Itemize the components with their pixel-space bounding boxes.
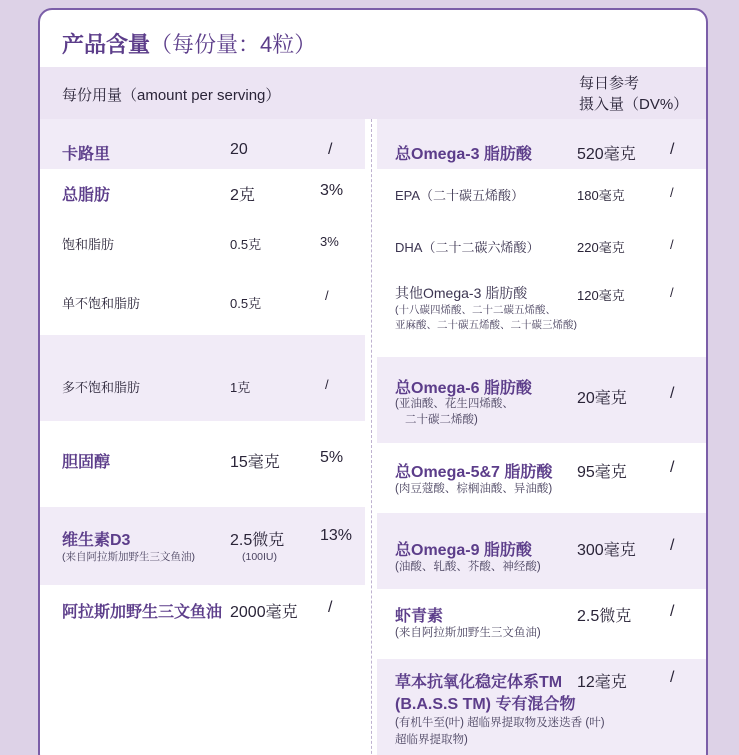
nutrient-value: 2.5微克 bbox=[577, 608, 632, 625]
nutrient-name: EPA（二十碳五烯酸） bbox=[395, 188, 525, 203]
nutrient-name: 总Omega-3 脂肪酸 bbox=[395, 146, 532, 163]
nutrient-value: 2克 bbox=[230, 187, 255, 204]
nutrition-card bbox=[38, 8, 708, 755]
nutrient-note-line1: (肉豆蔻酸、棕榈油酸、异油酸) bbox=[395, 483, 553, 495]
nutrient-value: 12毫克 bbox=[577, 674, 627, 691]
nutrient-name: DHA（二十二碳六烯酸） bbox=[395, 240, 540, 255]
nutrient-note-line1: (有机牛至(叶) 超临界提取物及迷迭香 (叶) bbox=[395, 717, 605, 729]
nutrient-value: 120毫克 bbox=[577, 288, 625, 303]
title-main: 产品含量 bbox=[62, 32, 151, 57]
nutrient-note-line2: 超临界提取物) bbox=[395, 734, 468, 746]
nutrient-value: 220毫克 bbox=[577, 240, 625, 255]
table-row-dha bbox=[377, 219, 708, 271]
nutrient-name: 胆固醇 bbox=[62, 454, 111, 471]
table-row-monounsaturated-fat bbox=[40, 269, 365, 335]
table-row-vitamin-d3 bbox=[40, 507, 365, 585]
nutrient-dv: / bbox=[670, 185, 674, 200]
nutrient-value: 15毫克 bbox=[230, 454, 280, 471]
nutrient-note-line1: (来自阿拉斯加野生三文鱼油) bbox=[395, 627, 541, 639]
header-dv-line1: 每日参考 bbox=[579, 75, 640, 92]
nutrient-dv: / bbox=[670, 669, 675, 686]
table-row-cholesterol bbox=[40, 421, 365, 507]
nutrient-dv: 3% bbox=[320, 182, 344, 199]
nutrient-name: 总脂肪 bbox=[62, 187, 111, 204]
nutrient-dv: / bbox=[670, 537, 675, 554]
nutrient-value: 180毫克 bbox=[577, 188, 625, 203]
nutrient-note-line1: (亚油酸、花生四烯酸、 bbox=[395, 398, 514, 410]
nutrient-name: 饱和脂肪 bbox=[62, 237, 115, 252]
nutrient-dv: / bbox=[670, 141, 675, 158]
nutrient-name: 维生素D3 bbox=[62, 532, 131, 549]
table-row-bass-blend bbox=[377, 659, 708, 755]
nutrient-dv: / bbox=[670, 385, 675, 402]
table-row-total-fat bbox=[40, 169, 365, 219]
column-divider bbox=[371, 119, 372, 755]
table-row-astaxanthin bbox=[377, 589, 708, 659]
nutrient-dv: 5% bbox=[320, 449, 344, 466]
nutrient-value: 95毫克 bbox=[577, 464, 627, 481]
table-row-saturated-fat bbox=[40, 219, 365, 269]
nutrient-name: 总Omega-9 脂肪酸 bbox=[395, 542, 532, 559]
nutrient-value-note: (100IU) bbox=[242, 551, 278, 563]
title-serving: （每份量：4粒） bbox=[150, 32, 317, 57]
nutrient-value: 0.5克 bbox=[230, 237, 262, 252]
nutrient-name: 其他Omega-3 脂肪酸 bbox=[395, 285, 528, 301]
nutrient-value: 300毫克 bbox=[577, 542, 636, 559]
nutrient-note: (来自阿拉斯加野生三文鱼油) bbox=[62, 551, 195, 563]
nutrient-dv: / bbox=[328, 141, 333, 158]
nutrient-name-line2: (B.A.S.S TM) 专有混合物 bbox=[395, 696, 576, 713]
nutrient-note-line2: 亚麻酸、二十碳五烯酸、二十碳三烯酸) bbox=[395, 319, 577, 331]
nutrient-dv: / bbox=[670, 459, 675, 476]
page-title bbox=[62, 28, 316, 59]
nutrient-dv: / bbox=[670, 237, 674, 252]
nutrient-dv: 13% bbox=[320, 527, 353, 544]
header-serving-label: 每份用量（amount per serving） bbox=[62, 87, 281, 104]
table-row-omega-5-7 bbox=[377, 443, 708, 513]
nutrient-name: 虾青素 bbox=[395, 608, 444, 625]
nutrient-value: 1克 bbox=[230, 380, 251, 395]
table-header bbox=[40, 67, 708, 119]
nutrient-value: 2.5微克 bbox=[230, 532, 285, 549]
nutrient-name: 草本抗氧化稳定体系TM bbox=[395, 674, 563, 691]
nutrient-note-line2: 二十碳二烯酸) bbox=[405, 414, 478, 426]
nutrient-dv: / bbox=[325, 288, 329, 303]
nutrient-name: 单不饱和脂肪 bbox=[62, 296, 141, 311]
nutrient-note-line1: (油酸、轧酸、芥酸、神经酸) bbox=[395, 561, 541, 573]
nutrient-value: 520毫克 bbox=[577, 146, 636, 163]
nutrient-name: 总Omega-6 脂肪酸 bbox=[395, 380, 532, 397]
nutrient-name: 总Omega-5&7 脂肪酸 bbox=[395, 464, 553, 481]
nutrient-value: 2000毫克 bbox=[230, 604, 298, 621]
nutrient-dv: / bbox=[670, 603, 675, 620]
header-dv-label bbox=[579, 73, 688, 115]
nutrient-value: 20 bbox=[230, 141, 248, 158]
nutrient-note-line1: (十八碳四烯酸、二十二碳五烯酸、 bbox=[395, 304, 556, 316]
table-row-salmon-oil bbox=[40, 585, 365, 755]
table-row-calories bbox=[40, 119, 365, 169]
nutrient-dv: / bbox=[325, 377, 329, 392]
table-row-omega-3 bbox=[377, 119, 708, 169]
header-dv-line2: 摄入量（DV%） bbox=[579, 96, 689, 113]
nutrient-name: 阿拉斯加野生三文鱼油 bbox=[62, 604, 223, 621]
nutrient-name: 卡路里 bbox=[62, 146, 111, 163]
table-row-omega-9 bbox=[377, 513, 708, 589]
table-row-other-omega-3 bbox=[377, 271, 708, 357]
nutrient-dv: 3% bbox=[320, 234, 339, 249]
nutrient-dv: / bbox=[670, 285, 674, 300]
nutrient-value: 0.5克 bbox=[230, 296, 262, 311]
table-row-polyunsaturated-fat bbox=[40, 335, 365, 421]
table-row-epa bbox=[377, 169, 708, 219]
nutrient-name: 多不饱和脂肪 bbox=[62, 380, 141, 395]
nutrient-value: 20毫克 bbox=[577, 390, 627, 407]
nutrient-dv: / bbox=[328, 599, 333, 616]
table-row-omega-6 bbox=[377, 357, 708, 443]
